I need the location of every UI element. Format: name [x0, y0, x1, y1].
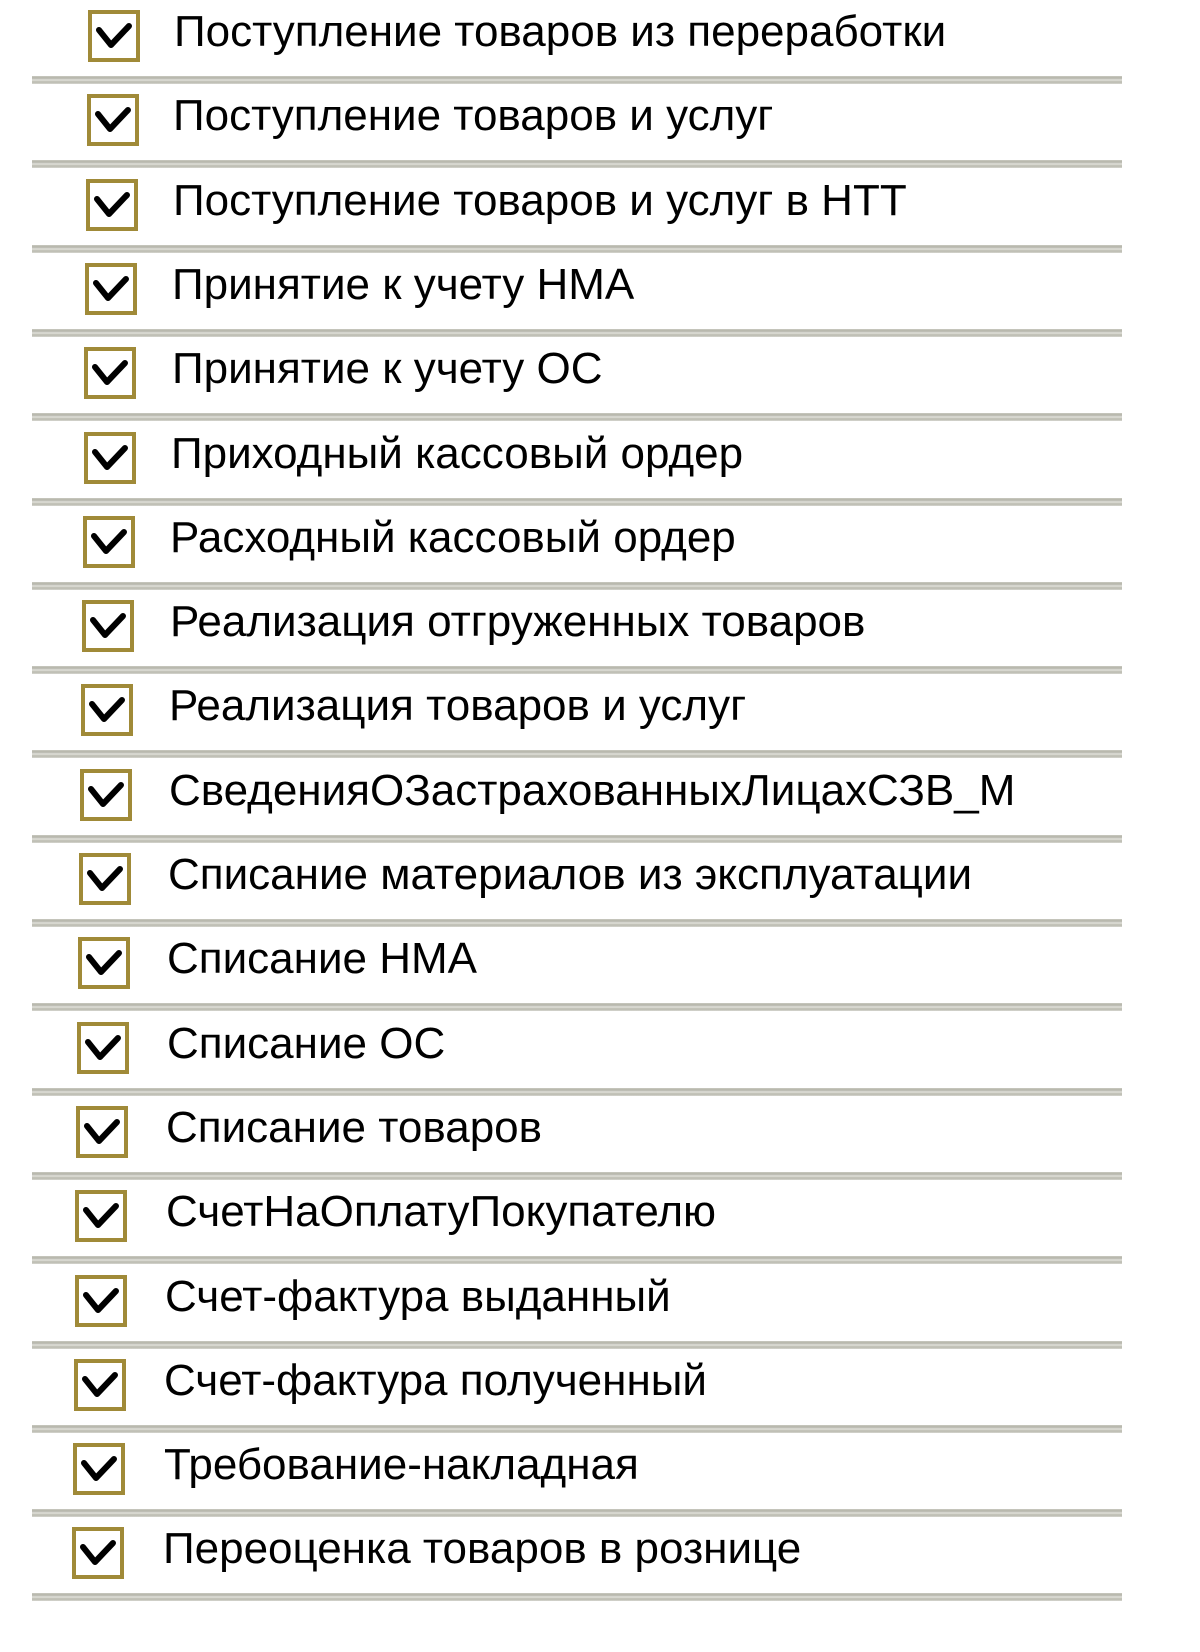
checkmark-icon	[84, 1116, 120, 1148]
item-label: Реализация товаров и услуг	[169, 681, 747, 730]
item-label: Реализация отгруженных товаров	[170, 597, 866, 646]
item-checkbox[interactable]	[82, 600, 134, 652]
checkmark-icon	[89, 694, 125, 726]
list-item[interactable]	[0, 1012, 1200, 1098]
row-separator	[32, 582, 1122, 590]
checkmark-icon	[87, 863, 123, 895]
item-checkbox[interactable]	[77, 1022, 129, 1074]
checkmark-icon	[80, 1537, 116, 1569]
checkmark-icon	[92, 357, 128, 389]
row-separator	[32, 750, 1122, 758]
checkmark-icon	[90, 610, 126, 642]
row-separator	[32, 919, 1122, 927]
checkmark-icon	[81, 1453, 117, 1485]
list-item[interactable]	[0, 674, 1200, 760]
list-item[interactable]	[0, 84, 1200, 170]
item-checkbox[interactable]	[81, 684, 133, 736]
item-checkbox[interactable]	[74, 1359, 126, 1411]
list-item[interactable]	[0, 1433, 1200, 1519]
item-checkbox[interactable]	[85, 263, 137, 315]
checkmark-icon	[83, 1200, 119, 1232]
row-separator	[32, 1425, 1122, 1433]
item-checkbox[interactable]	[75, 1275, 127, 1327]
list-item[interactable]	[0, 422, 1200, 508]
checkmark-icon	[91, 526, 127, 558]
list-item[interactable]	[0, 253, 1200, 339]
item-label: Требование-накладная	[164, 1440, 639, 1489]
item-label: Поступление товаров и услуг	[173, 91, 774, 140]
list-item[interactable]	[0, 0, 1200, 86]
list-item[interactable]	[0, 337, 1200, 423]
item-checkbox[interactable]	[84, 432, 136, 484]
row-separator	[32, 329, 1122, 337]
checkmark-icon	[93, 273, 129, 305]
row-separator	[32, 498, 1122, 506]
list-item[interactable]	[0, 1180, 1200, 1266]
list-item[interactable]	[0, 506, 1200, 592]
list-item[interactable]	[0, 843, 1200, 929]
row-separator	[32, 413, 1122, 421]
item-label: Поступление товаров из переработки	[174, 7, 947, 56]
item-checkbox[interactable]	[88, 10, 140, 62]
item-label: Приходный кассовый ордер	[171, 429, 744, 478]
row-separator	[32, 1593, 1122, 1601]
item-checkbox[interactable]	[75, 1190, 127, 1242]
checkmark-icon	[83, 1285, 119, 1317]
list-item[interactable]	[0, 927, 1200, 1013]
row-separator	[32, 1509, 1122, 1517]
row-separator	[32, 1341, 1122, 1349]
item-checkbox[interactable]	[80, 769, 132, 821]
row-separator	[32, 666, 1122, 674]
checkmark-icon	[95, 104, 131, 136]
item-label: Списание ОС	[167, 1019, 446, 1068]
list-item[interactable]	[0, 1517, 1200, 1603]
item-label: Поступление товаров и услуг в НТТ	[173, 176, 907, 225]
checkmark-icon	[92, 442, 128, 474]
item-checkbox[interactable]	[78, 937, 130, 989]
item-checkbox[interactable]	[84, 347, 136, 399]
row-separator	[32, 1256, 1122, 1264]
item-label: Принятие к учету НМА	[172, 260, 635, 309]
row-separator	[32, 1172, 1122, 1180]
row-separator	[32, 160, 1122, 168]
item-label: СчетНаОплатуПокупателю	[166, 1187, 716, 1236]
checkmark-icon	[86, 947, 122, 979]
list-item[interactable]	[0, 1349, 1200, 1435]
list-item[interactable]	[0, 759, 1200, 845]
checkmark-icon	[96, 20, 132, 52]
item-checkbox[interactable]	[83, 516, 135, 568]
item-label: Списание материалов из эксплуатации	[168, 850, 973, 899]
list-item[interactable]	[0, 169, 1200, 255]
row-separator	[32, 835, 1122, 843]
item-checkbox[interactable]	[76, 1106, 128, 1158]
item-label: Принятие к учету ОС	[172, 344, 603, 393]
checkmark-icon	[85, 1032, 121, 1064]
checkmark-icon	[94, 189, 130, 221]
row-separator	[32, 1088, 1122, 1096]
item-checkbox[interactable]	[79, 853, 131, 905]
item-checkbox[interactable]	[72, 1527, 124, 1579]
checkmark-icon	[82, 1369, 118, 1401]
item-label: Списание товаров	[166, 1103, 543, 1152]
row-separator	[32, 245, 1122, 253]
item-label: Счет-фактура выданный	[165, 1272, 671, 1321]
item-label: СведенияОЗастрахованныхЛицахСЗВ_М	[169, 766, 1016, 815]
item-label: Переоценка товаров в рознице	[163, 1524, 802, 1573]
item-checkbox[interactable]	[73, 1443, 125, 1495]
list-item[interactable]	[0, 590, 1200, 676]
item-label: Расходный кассовый ордер	[170, 513, 736, 562]
item-checkbox[interactable]	[86, 179, 138, 231]
item-checkbox[interactable]	[87, 94, 139, 146]
item-label: Списание НМА	[167, 934, 477, 983]
list-item[interactable]	[0, 1265, 1200, 1351]
row-separator	[32, 1003, 1122, 1011]
row-separator	[32, 76, 1122, 84]
item-label: Счет-фактура полученный	[164, 1356, 707, 1405]
list-item[interactable]	[0, 1096, 1200, 1182]
checkmark-icon	[88, 779, 124, 811]
